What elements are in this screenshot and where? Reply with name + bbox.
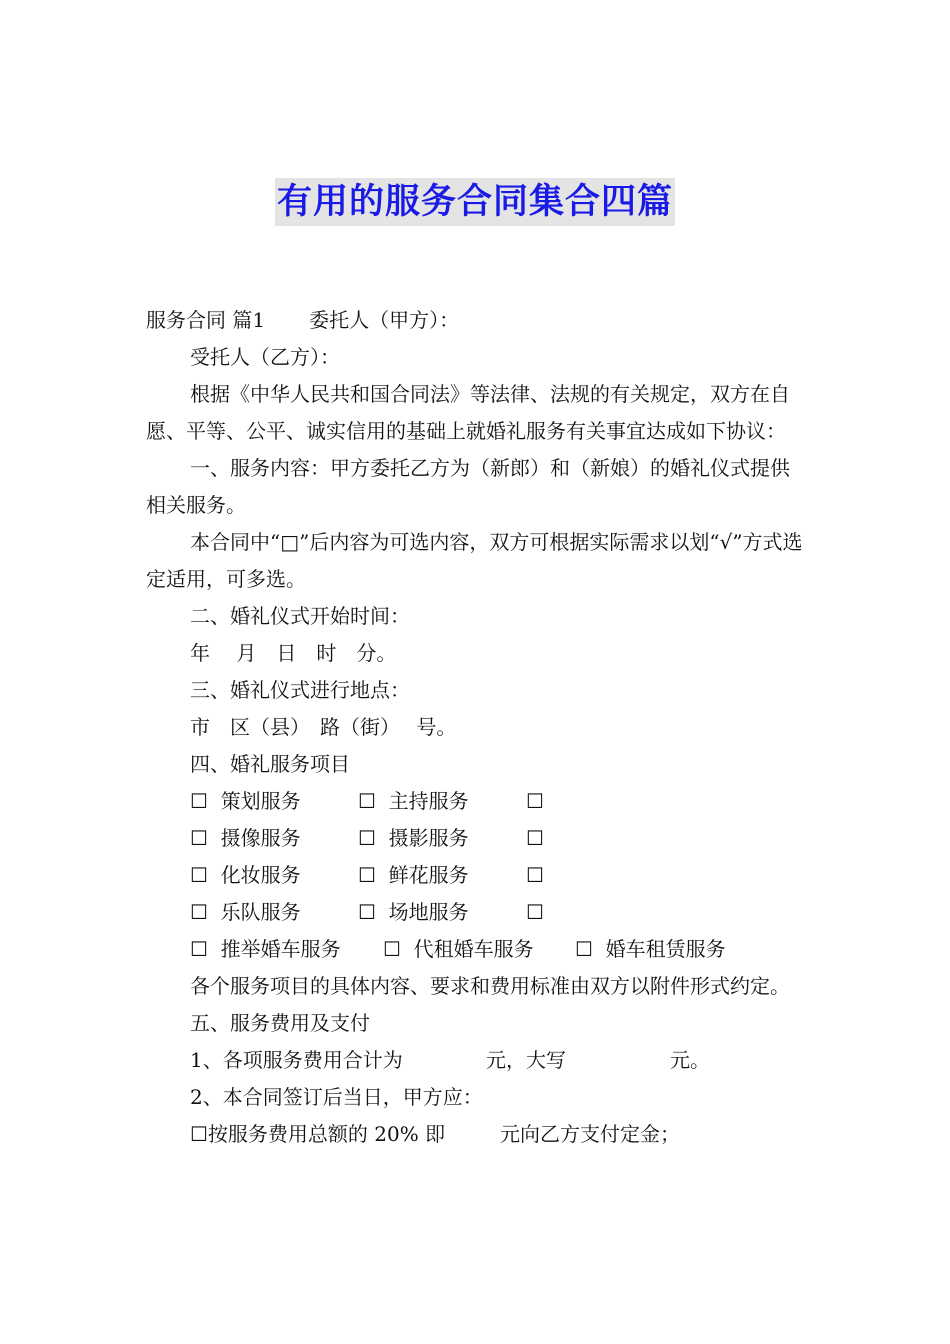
checkbox-makeup[interactable]: ☐ 化妆服务 <box>190 863 301 887</box>
fee-total-line <box>146 1042 806 1079</box>
checkbox-blank-3[interactable]: ☐ <box>526 863 544 887</box>
deposit-pay-label: 元向乙方支付定金； <box>500 1122 680 1146</box>
service-row-4 <box>146 894 806 931</box>
service-row-5 <box>146 931 806 968</box>
fee-total-label: 1、各项服务费用合计为 <box>190 1048 403 1072</box>
party-b-label: 受托人（乙方）： <box>190 345 340 369</box>
line-1 <box>146 302 806 339</box>
checkbox-blank-1[interactable]: ☐ <box>526 789 544 813</box>
checkbox-car-lease[interactable]: ☐ 婚车租赁服务 <box>575 937 726 961</box>
checkbox-blank-4[interactable]: ☐ <box>526 900 544 924</box>
paragraph-attachment: 各个服务项目的具体内容、要求和费用标准由双方以附件形式约定。 <box>190 974 790 998</box>
checkbox-planning[interactable]: ☐ 策划服务 <box>190 789 301 813</box>
deposit-intro: 2、本合同签订后当日，甲方应： <box>190 1085 483 1109</box>
heading-fees: 五、服务费用及支付 <box>190 1011 370 1035</box>
paragraph-basis: 根据《中华人民共和国合同法》等法律、法规的有关规定，双方在自愿、平等、公平、诚实信用的基础上就婚礼服务有关事宜达成如下协议： <box>146 382 790 443</box>
document-body <box>146 302 806 1153</box>
checkbox-rent-car-agent[interactable]: ☐ 代租婚车服务 <box>383 937 534 961</box>
party-a-label: 委托人（甲方）： <box>309 308 460 332</box>
checkbox-venue[interactable]: ☐ 场地服务 <box>358 900 469 924</box>
checkbox-blank-2[interactable]: ☐ <box>526 826 544 850</box>
deposit-line <box>146 1116 806 1153</box>
service-row-2 <box>146 820 806 857</box>
checkbox-video[interactable]: ☐ 摄像服务 <box>190 826 301 850</box>
fee-capital-label: 元，大写 <box>486 1048 566 1072</box>
checkbox-photo[interactable]: ☐ 摄影服务 <box>358 826 469 850</box>
paragraph-service-content: 一、服务内容：甲方委托乙方为（新郎）和（新娘）的婚礼仪式提供相关服务。 <box>146 456 790 517</box>
checkbox-flowers[interactable]: ☐ 鲜花服务 <box>358 863 469 887</box>
deposit-percent-label[interactable]: ☐按服务费用总额的 20% 即 <box>190 1122 446 1146</box>
checkbox-recommend-car[interactable]: ☐ 推举婚车服务 <box>190 937 341 961</box>
checkbox-band[interactable]: ☐ 乐队服务 <box>190 900 301 924</box>
service-row-3 <box>146 857 806 894</box>
heading-location: 三、婚礼仪式进行地点： <box>190 678 410 702</box>
service-row-1 <box>146 783 806 820</box>
checkbox-hosting[interactable]: ☐ 主持服务 <box>358 789 469 813</box>
document-title: 有用的服务合同集合四篇 <box>275 178 675 226</box>
fee-yuan-label: 元。 <box>670 1048 710 1072</box>
heading-start-time: 二、婚礼仪式开始时间： <box>190 604 410 628</box>
section-heading: 服务合同 篇1 <box>146 308 266 332</box>
paragraph-optional: 本合同中“□”后内容为可选内容，双方可根据实际需求以划“√”方式选定适用，可多选。 <box>146 530 803 591</box>
heading-service-items: 四、婚礼服务项目 <box>190 752 350 776</box>
start-time-fields: 年 月 日 时 分。 <box>190 641 397 665</box>
document-title-wrap <box>0 178 950 226</box>
location-fields: 市 区（县） 路（街） 号。 <box>190 715 457 739</box>
